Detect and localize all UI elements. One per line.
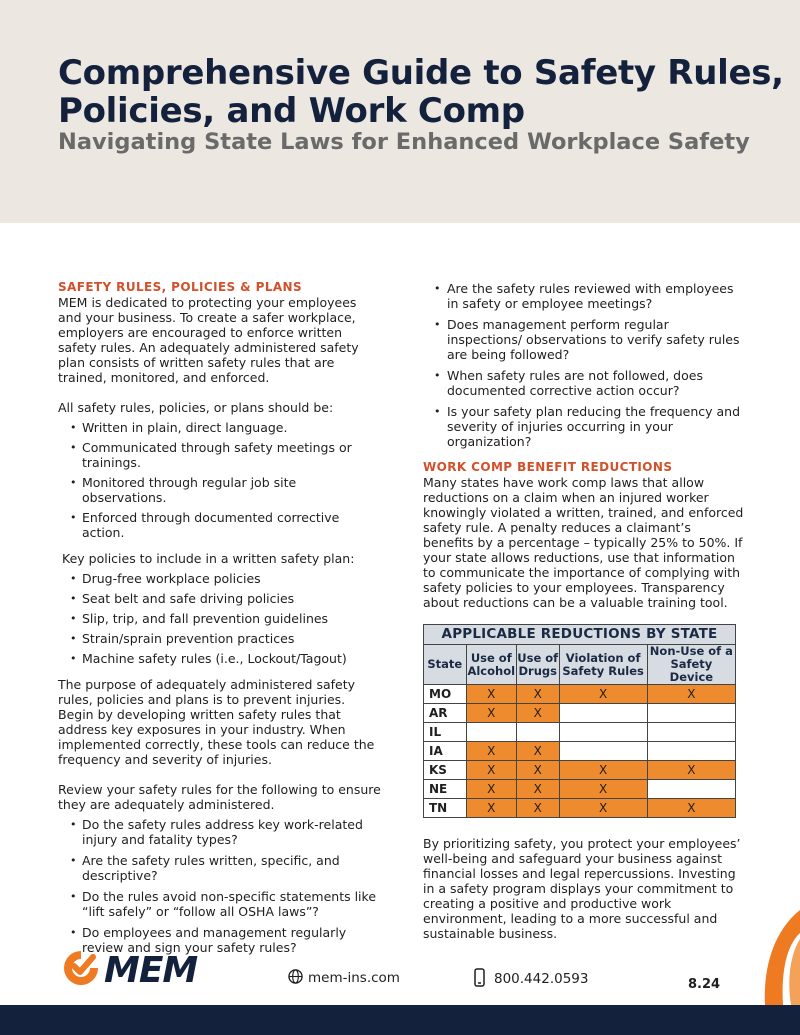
list-item	[423, 368, 745, 398]
bullet-icon: •	[70, 612, 77, 625]
list-item	[58, 651, 383, 666]
empty-cell	[647, 742, 735, 761]
reduction-mark-cell: X	[559, 685, 647, 704]
review-list	[58, 817, 383, 955]
empty-cell	[647, 780, 735, 799]
list-item-text: Seat belt and safe driving policies	[82, 591, 295, 606]
table-title: APPLICABLE REDUCTIONS BY STATE	[424, 625, 736, 645]
title-line-2: Policies, and Work Comp	[58, 91, 525, 131]
list-item-text: Communicated through safety meetings or trainings.	[82, 440, 352, 470]
list-item	[58, 591, 383, 606]
state-cell: IA	[424, 742, 467, 761]
bullet-icon: •	[434, 405, 441, 418]
closing-paragraph: By prioritizing safety, you protect your employees’ well-being and safeguard your business against financial losses and legal repercussions. Investing in a safety program displays your commitment to creating a positive and productive work environment, leading to a more successful and sustainable business.	[423, 836, 741, 941]
reduction-mark-cell: X	[559, 780, 647, 799]
bullet-icon: •	[70, 592, 77, 605]
reduction-mark-cell: X	[559, 761, 647, 780]
list-item	[423, 317, 745, 362]
list-item	[58, 475, 383, 505]
list-item-text: Do employees and management regularly review and sign your safety rules?	[82, 925, 347, 955]
review-list-continued	[423, 281, 745, 449]
list-item-text: Are the safety rules written, specific, and descriptive?	[82, 853, 340, 883]
mem-logo-mark	[64, 951, 98, 985]
bullet-icon: •	[70, 632, 77, 645]
review-lead: Review your safety rules for the following to ensure they are adequately administered.	[58, 782, 381, 812]
list-item	[58, 853, 383, 883]
globe-icon	[288, 969, 303, 984]
list-item-text: Drug-free workplace policies	[82, 571, 261, 586]
empty-cell	[559, 723, 647, 742]
right-column	[423, 281, 745, 941]
version-code: 8.24	[688, 977, 721, 992]
state-cell: MO	[424, 685, 467, 704]
key-policies-lead: Key policies to include in a written safety plan:	[62, 551, 355, 566]
list-item	[423, 281, 745, 311]
bullet-icon: •	[70, 511, 77, 524]
list-item-text: Do the rules avoid non-specific statements like “lift safely” or “follow all OSHA laws”?	[82, 889, 377, 919]
reduction-mark-cell: X	[516, 780, 559, 799]
reduction-mark-cell: X	[647, 799, 735, 818]
reduction-mark-cell: X	[516, 704, 559, 723]
table-row	[424, 704, 736, 723]
section-heading-safety-rules: SAFETY RULES, POLICIES & PLANS	[58, 280, 303, 294]
list-item	[58, 510, 383, 540]
bullet-icon: •	[70, 652, 77, 665]
reduction-mark-cell: X	[466, 704, 516, 723]
table-row	[424, 799, 736, 818]
corner-swoosh	[735, 905, 800, 1005]
bullet-icon: •	[70, 421, 77, 434]
list-item	[58, 440, 383, 470]
bullet-icon: •	[70, 890, 77, 903]
list-item-text: Is your safety plan reducing the frequency and severity of injuries occurring in your organization?	[447, 404, 741, 449]
table-column-header: State	[424, 645, 467, 685]
table-row	[424, 780, 736, 799]
list-item-text: Are the safety rules reviewed with employees in safety or employee meetings?	[447, 281, 734, 311]
list-item	[58, 611, 383, 626]
reduction-mark-cell: X	[466, 780, 516, 799]
empty-cell	[647, 723, 735, 742]
page-title	[58, 54, 784, 130]
key-policies-list	[58, 571, 383, 666]
state-cell: IL	[424, 723, 467, 742]
empty-cell	[516, 723, 559, 742]
bullet-icon: •	[70, 818, 77, 831]
table-column-header: Non-Use of a Safety Device	[647, 645, 735, 685]
reduction-mark-cell: X	[466, 761, 516, 780]
empty-cell	[466, 723, 516, 742]
empty-cell	[559, 704, 647, 723]
empty-cell	[647, 704, 735, 723]
phone-text[interactable]: 800.442.0593	[494, 971, 589, 987]
state-cell: AR	[424, 704, 467, 723]
table-row	[424, 685, 736, 704]
page-subtitle: Navigating State Laws for Enhanced Workplace Safety	[58, 129, 750, 155]
bullet-icon: •	[70, 476, 77, 489]
list-item-text: Does management perform regular inspections/ observations to verify safety rules are being followed?	[447, 317, 740, 362]
reduction-mark-cell: X	[516, 742, 559, 761]
list-item-text: When safety rules are not followed, does documented corrective action occur?	[447, 368, 703, 398]
should-be-list	[58, 420, 383, 540]
list-item-text: Do the safety rules address key work-related injury and fatality types?	[82, 817, 363, 847]
reduction-mark-cell: X	[466, 742, 516, 761]
bullet-icon: •	[70, 926, 77, 939]
bullet-icon: •	[70, 441, 77, 454]
list-item-text: Enforced through documented corrective action.	[82, 510, 340, 540]
state-cell: TN	[424, 799, 467, 818]
list-item	[58, 631, 383, 646]
bullet-icon: •	[434, 282, 441, 295]
reduction-mark-cell: X	[647, 685, 735, 704]
table-column-header: Use of Drugs	[516, 645, 559, 685]
table-body	[424, 685, 736, 818]
state-cell: KS	[424, 761, 467, 780]
table-header-row	[424, 645, 736, 685]
mem-logo	[60, 947, 210, 989]
title-line-1: Comprehensive Guide to Safety Rules,	[58, 53, 784, 93]
table-row	[424, 761, 736, 780]
phone-icon	[474, 968, 485, 987]
website-text[interactable]: mem-ins.com	[308, 970, 400, 986]
reduction-mark-cell: X	[516, 761, 559, 780]
left-column	[58, 280, 383, 961]
list-item-text: Slip, trip, and fall prevention guidelines	[82, 611, 329, 626]
reduction-mark-cell: X	[466, 685, 516, 704]
state-cell: NE	[424, 780, 467, 799]
bullet-icon: •	[70, 854, 77, 867]
list-item-text: Written in plain, direct language.	[82, 420, 288, 435]
list-item	[58, 817, 383, 847]
list-item-text: Monitored through regular job site observations.	[82, 475, 297, 505]
reduction-mark-cell: X	[647, 761, 735, 780]
table-column-header: Violation of Safety Rules	[559, 645, 647, 685]
website-contact[interactable]	[288, 969, 400, 986]
list-item	[58, 571, 383, 586]
intro-paragraph: MEM is dedicated to protecting your employees and your business. To create a safer workplace, employers are encouraged to enforce written safety rules. An adequately administered safety plan consists of written safety rules that are trained, monitored, and enforced.	[58, 295, 359, 385]
reductions-paragraph: Many states have work comp laws that allow reductions on a claim when an injured worker knowingly violated a written, trained, and enforced safety rule. A penalty reduces a claimant’s benefits by a percentage – typically 25% to 50%. If your state allows reductions, use that information to communicate the importance of complying with safety policies to your employees. Transparency about reductions can be a valuable training tool.	[423, 475, 744, 610]
footer-bar	[0, 1005, 800, 1035]
reductions-table	[423, 624, 736, 818]
bullet-icon: •	[434, 318, 441, 331]
reduction-mark-cell: X	[466, 799, 516, 818]
list-item-text: Strain/sprain prevention practices	[82, 631, 295, 646]
list-item	[58, 420, 383, 435]
purpose-paragraph: The purpose of adequately administered safety rules, policies and plans is to prevent injuries. Begin by developing written safety rules that address key exposures in your industry. When implemented correctly, these tools can reduce the frequency and severity of injuries.	[58, 677, 375, 767]
list-item	[58, 889, 383, 919]
section-heading-benefit-reductions: WORK COMP BENEFIT REDUCTIONS	[423, 460, 673, 474]
reduction-mark-cell: X	[516, 799, 559, 818]
list-item	[423, 404, 745, 449]
bullet-icon: •	[434, 369, 441, 382]
list-item-text: Machine safety rules (i.e., Lockout/Tagout)	[82, 651, 347, 666]
table-row	[424, 742, 736, 761]
table-row	[424, 723, 736, 742]
should-be-lead: All safety rules, policies, or plans should be:	[58, 400, 334, 415]
phone-contact[interactable]	[474, 968, 588, 987]
bullet-icon: •	[70, 572, 77, 585]
table-column-header: Use of Alcohol	[466, 645, 516, 685]
mem-logo-text: MEM	[104, 950, 198, 989]
reduction-mark-cell: X	[559, 799, 647, 818]
reduction-mark-cell: X	[516, 685, 559, 704]
empty-cell	[559, 742, 647, 761]
